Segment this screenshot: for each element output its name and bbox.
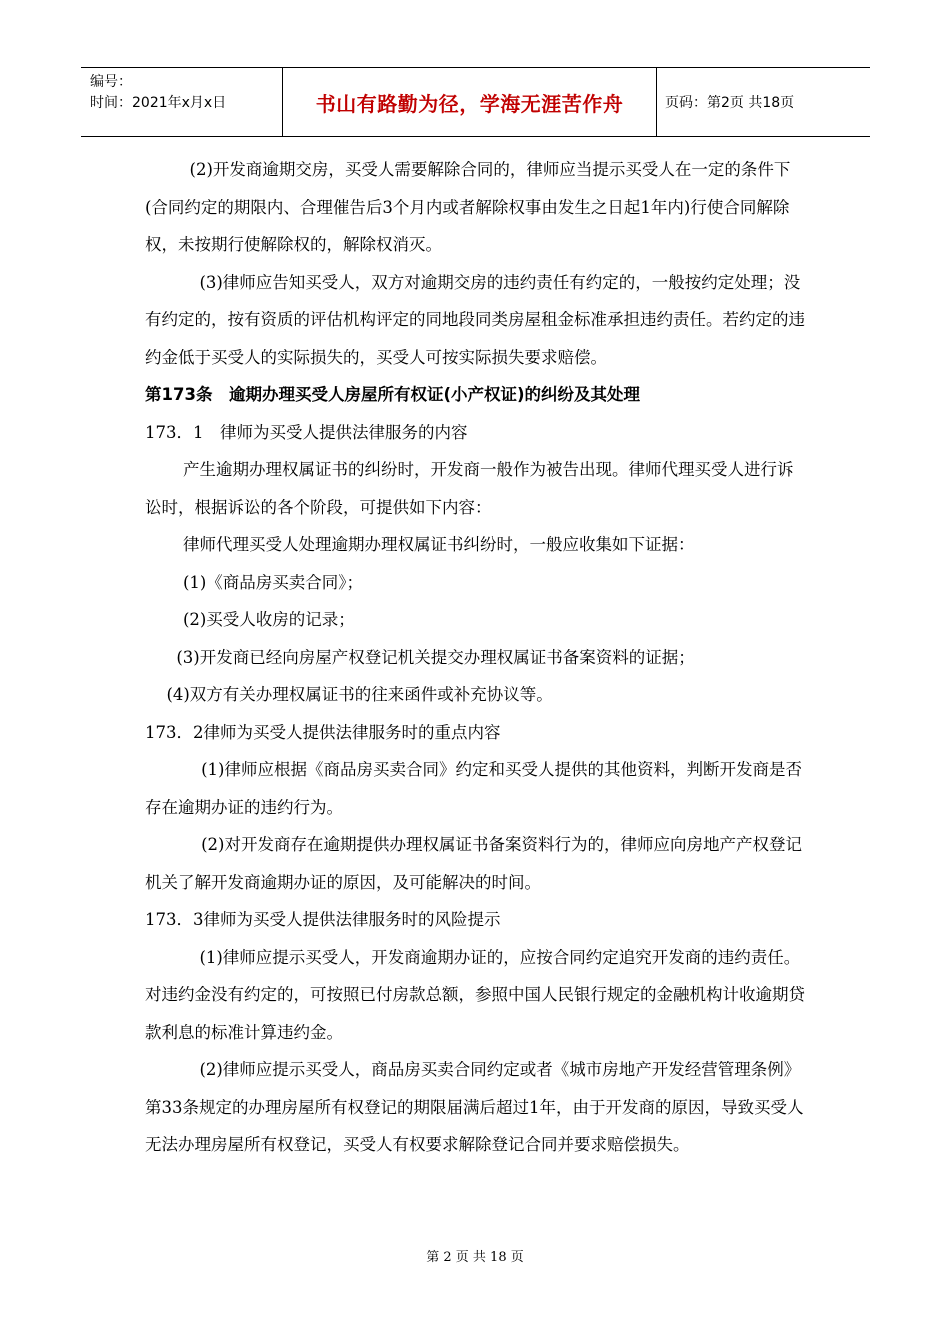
document-time-label: 时间：2021年x月x日 — [90, 95, 227, 111]
header-page-info: 页码：第2页 共18页 — [665, 95, 795, 111]
paragraph: (2)对开发商存在逾期提供办理权属证书备案资料行为的，律师应向房地产产权登记机关了解开发商逾期办证的原因，及可能解决的时间。 — [145, 835, 802, 892]
document-body — [145, 151, 807, 1164]
subsection-heading: 173．3律师为买受人提供法律服务时的风险提示 — [145, 910, 501, 929]
list-item: (2)买受人收房的记录； — [182, 610, 355, 629]
header-motto: 书山有路勤为径，学海无涯苦作舟 — [283, 68, 657, 136]
paragraph: (2)开发商逾期交房，买受人需要解除合同的，律师应当提示买受人在一定的条件下(合同约定的期限内、合理催告后3个月内或者解除权事由发生之日起1年内)行使合同解除权，未按期行使解除权的，解除权消灭。 — [145, 160, 791, 254]
document-number-label: 编号： — [90, 74, 132, 90]
section-heading: 第173条 逾期办理买受人房屋所有权证(小产权证)的纠纷及其处理 — [145, 385, 641, 404]
paragraph: (2)律师应提示买受人，商品房买卖合同约定或者《城市房地产开发经营管理条例》第33条规定的办理房屋所有权登记的期限届满后超过1年，由于开发商的原因，导致买受人无法办理房屋所有权登记，买受人有权要求解除登记合同并要求赔偿损失。 — [145, 1060, 804, 1154]
paragraph: (1)律师应提示买受人，开发商逾期办证的，应按合同约定追究开发商的违约责任。对违约金没有约定的，可按照已付房款总额，参照中国人民银行规定的金融机构计收逾期贷款利息的标准计算违约金。 — [145, 947, 805, 1042]
page-header — [81, 67, 870, 137]
list-item: (4)双方有关办理权属证书的往来函件或补充协议等。 — [166, 685, 553, 704]
paragraph: 律师代理买受人处理逾期办理权属证书纠纷时，一般应收集如下证据： — [182, 535, 695, 554]
list-item: (3)开发商已经向房屋产权登记机关提交办理权属证书备案资料的证据； — [176, 647, 695, 667]
list-item: (1)《商品房买卖合同》； — [182, 572, 364, 592]
header-meta-cell — [81, 68, 283, 136]
page-footer: 第 2 页 共 18 页 — [426, 1250, 524, 1265]
subsection-heading: 173．1 律师为买受人提供法律服务的内容 — [145, 422, 468, 442]
paragraph: (1)律师应根据《商品房买卖合同》约定和买受人提供的其他资料，判断开发商是否存在逾期办证的违约行为。 — [145, 760, 802, 817]
paragraph: (3)律师应告知买受人，双方对逾期交房的违约责任有约定的，一般按约定处理；没有约定的，按有资质的评估机构评定的同地段同类房屋租金标准承担违约责任。若约定的违约金低于买受人的实际损失的，买受人可按实际损失要求赔偿。 — [145, 272, 805, 367]
paragraph: 产生逾期办理权属证书的纠纷时，开发商一般作为被告出现。律师代理买受人进行诉讼时，根据诉讼的各个阶段，可提供如下内容： — [145, 460, 794, 517]
subsection-heading: 173．2律师为买受人提供法律服务时的重点内容 — [145, 722, 501, 742]
